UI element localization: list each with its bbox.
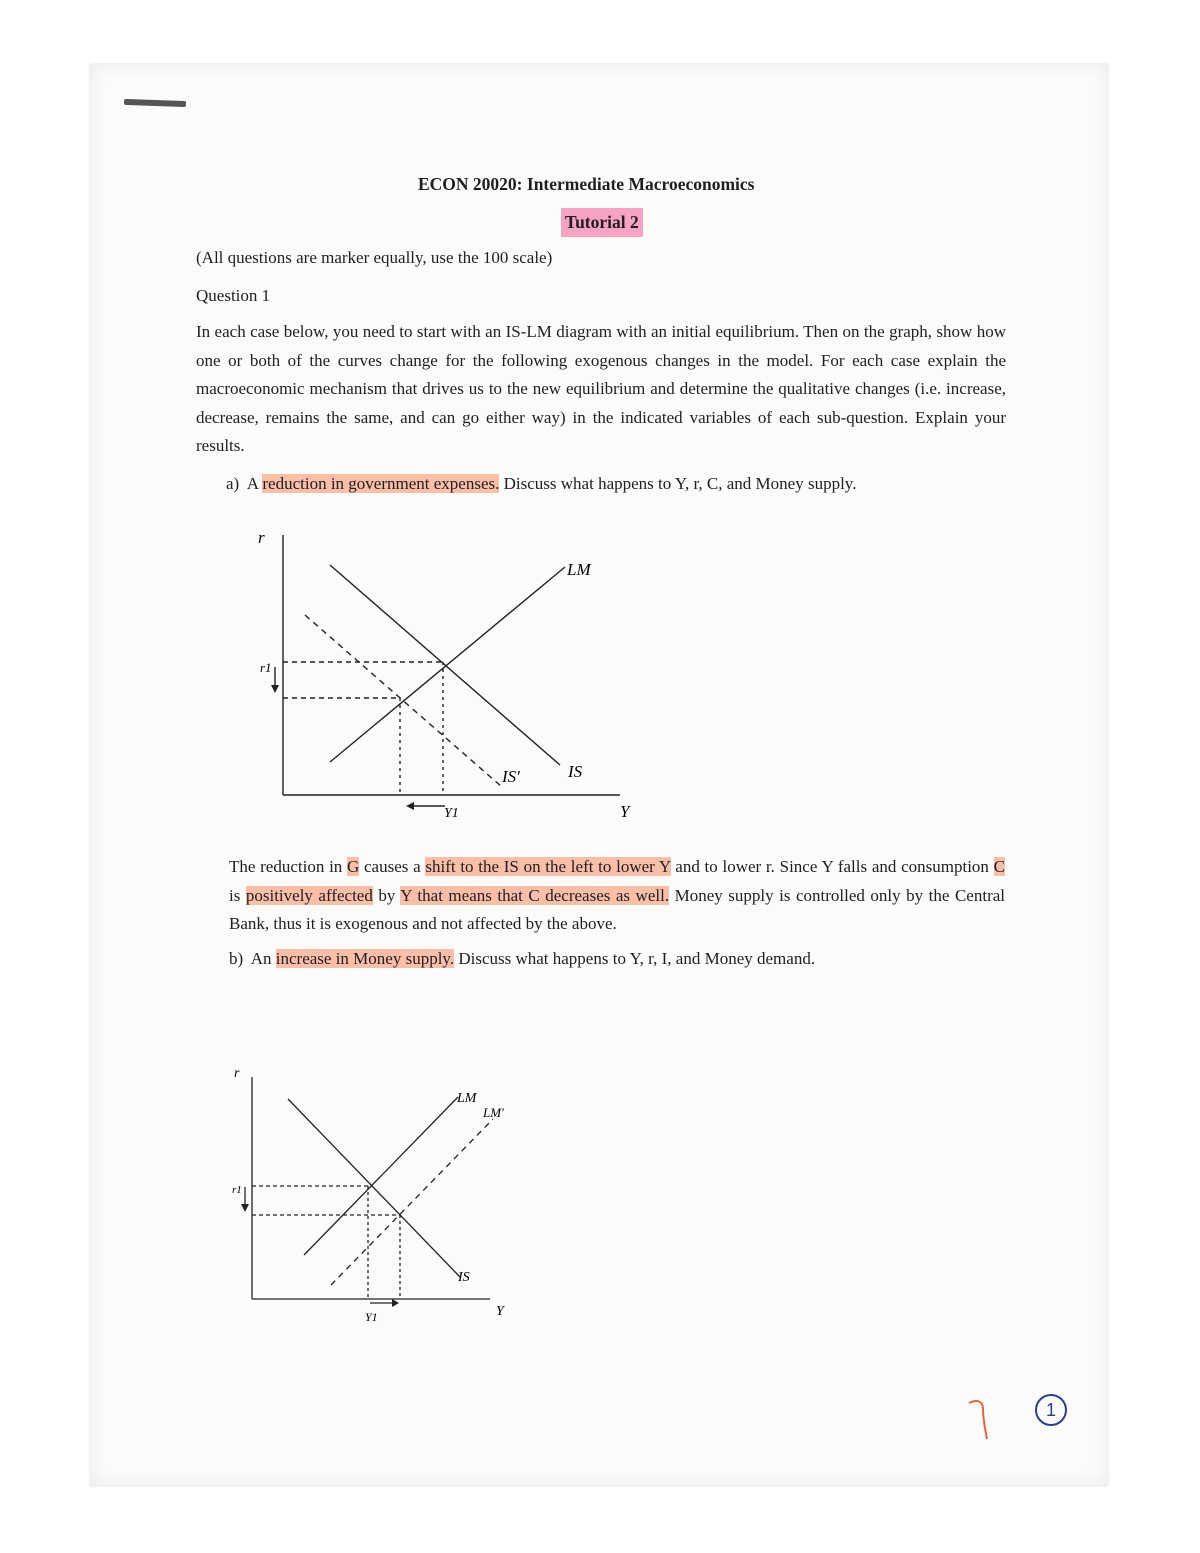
document-subtitle: Tutorial 2 [561, 208, 643, 237]
question-heading: Question 1 [196, 286, 271, 305]
pen-tick-mark [965, 1395, 995, 1445]
part-b-label: b) [229, 949, 244, 968]
question-intro: In each case below, you need to start with an IS-LM diagram with an initial equilibrium. Then on the graph, show how one or both of the curves change for the following exogenous changes in the model. For each case explain the macroeconomic mechanism that drives us to the new equilibrium and determine the qualitative changes (i.e. increase, decrease, remains the same, and can go either way) in the indicated variables of each sub-question. Explain your results. [196, 322, 1006, 455]
is-lm-diagram-a [240, 525, 660, 825]
answer-a-text-5: by [372, 885, 401, 905]
answer-a [229, 853, 1005, 939]
part-b [229, 945, 815, 974]
page-number-circle [1035, 1394, 1067, 1426]
marking-note: (All questions are marker equally, use the 100 scale) [196, 248, 553, 267]
lm-label: LM [567, 560, 591, 579]
answer-a-highlight-decrease: Y that means that C decreases as well. [400, 885, 670, 905]
lm-curve-b [304, 1097, 458, 1255]
lm-label-b: LM [457, 1091, 477, 1106]
answer-a-text-1: The reduction in [229, 857, 348, 876]
y-axis-label: Y [620, 802, 630, 821]
answer-a-text-3: and to lower r. Since Y falls and consumption [670, 857, 994, 876]
answer-a-text-2: causes a [359, 857, 426, 876]
answer-a-text-4: is [229, 885, 246, 905]
part-a [226, 470, 856, 499]
y-arrowhead-b [392, 1299, 399, 1307]
part-a-pre: A [246, 474, 263, 493]
r-axis-label-b: r [234, 1066, 240, 1081]
lm-new-label-b: LM' [483, 1105, 504, 1120]
y-arrowhead [406, 802, 414, 810]
page-number: 1 [1045, 1400, 1056, 1420]
r-axis-label: r [258, 528, 265, 547]
is-lm-diagram-b [228, 1063, 528, 1328]
answer-a-highlight-shift: shift to the IS on the left to lower Y [425, 857, 671, 876]
part-a-label: a) [226, 474, 240, 493]
is-label: IS [568, 762, 583, 781]
part-b-highlight: increase in Money supply. [275, 949, 455, 968]
document-title: ECON 20020: Intermediate Macroeconomics [418, 174, 755, 194]
answer-a-text-6: Money supply is controlled only by the Central Bank, thus it is exogenous and not affected by the above. [229, 885, 1005, 933]
y1-label: Y1 [444, 806, 459, 821]
r-arrowhead [271, 685, 279, 693]
is-label-b: IS [458, 1270, 470, 1285]
r1-label: r1 [260, 660, 272, 675]
is-new-label: IS' [502, 767, 520, 786]
part-b-pre: An [250, 949, 276, 968]
part-a-highlight: reduction in government expenses. [262, 474, 500, 493]
y-axis-label-b: Y [496, 1304, 504, 1319]
is-curve [330, 565, 560, 765]
r1-label-b: r1 [232, 1184, 242, 1196]
answer-a-highlight-g: G [347, 857, 360, 876]
y1-label-b: Y1 [365, 1310, 378, 1324]
is-curve-b [288, 1099, 460, 1277]
r-arrowhead-b [241, 1204, 249, 1212]
part-b-rest: Discuss what happens to Y, r, I, and Money demand. [454, 949, 816, 968]
part-a-rest: Discuss what happens to Y, r, C, and Money supply. [499, 474, 857, 493]
answer-a-highlight-positive: positively affected [245, 885, 373, 905]
answer-a-highlight-c: C [993, 857, 1005, 876]
